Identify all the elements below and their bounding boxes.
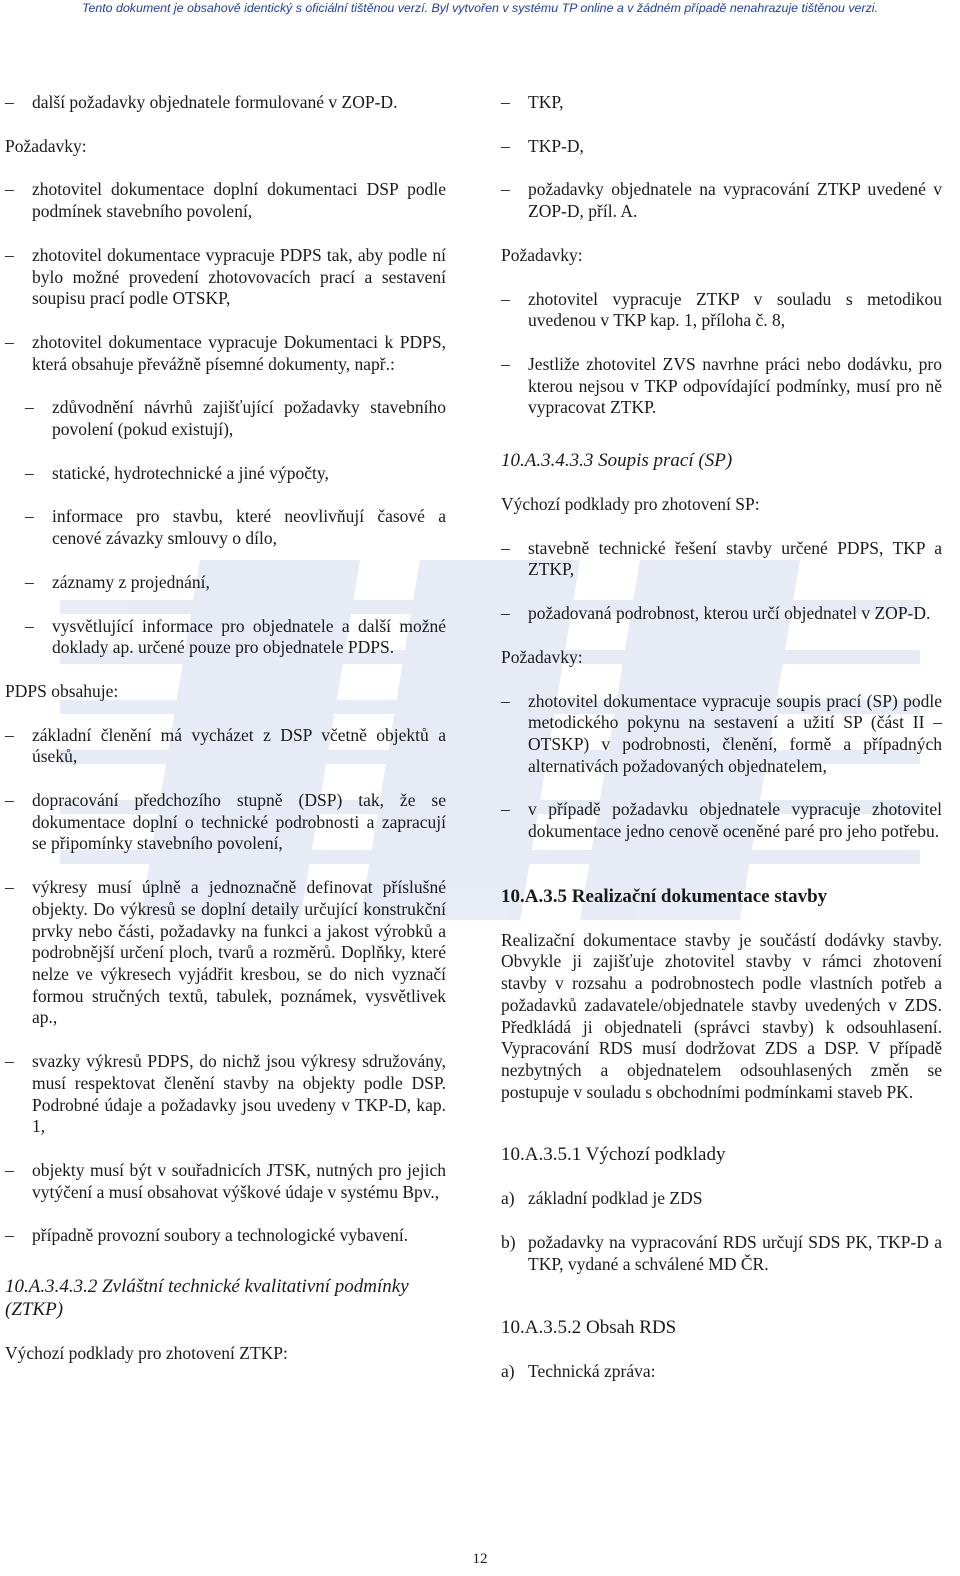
list-label: b) [501,1232,516,1253]
page-number: 12 [472,1551,488,1567]
sub-list-item: – vysvětlující informace pro objednatele a další možné doklady ap. určené pouze pro objednatele PDPS. [25,615,446,658]
list-item: – Jestliže zhotovitel ZVS navrhne práci nebo dodávku, pro kterou nejsou v TKP odpovídající podmínky, musí pro ně vypracovat ZTKP. [501,353,942,418]
list-item: – požadovaná podrobnost, kterou určí objednatel v ZOP-D. [501,603,931,624]
bullet-dash: – [501,353,510,374]
bullet-dash: – [5,790,14,811]
sub-list-item: – informace pro stavbu, které neovlivňují časové a cenové závazky smlouvy o dílo, [25,506,446,549]
bullet-dash: – [25,571,34,592]
list-item: – požadavky objednatele na vypracování ZTKP uvedené v ZOP-D, příl. A. [501,179,942,222]
list-item: – TKP, [501,92,564,112]
sub-list-item: – zdůvodnění návrhů zajišťující požadavky stavebního povolení (pokud existují), [25,397,446,440]
right-column [501,92,942,1382]
bullet-dash: – [501,603,510,624]
section-heading: 10.A.3.5.1 Výchozí podklady [501,1144,726,1166]
bullet-dash: – [5,331,14,352]
bullet-dash: – [25,397,34,418]
list-label: a) [501,1360,515,1381]
section-heading: 10.A.3.5 Realizační dokumentace stavby [501,885,828,907]
list-item: a) základní podklad je ZDS [501,1188,703,1209]
bullet-dash: – [501,92,510,112]
section-heading: 10.A.3.4.3.2 Zvláštní technické kvalitativní podmínky (ZTKP) [5,1276,409,1321]
bullet-dash: – [501,288,510,309]
list-item: – TKP-D, [501,135,584,156]
sub-list-item: – statické, hydrotechnické a jiné výpočty, [25,462,329,483]
list-item: – dopracování předchozího stupně (DSP) tak, že se dokumentace doplní o technické podrobnosti a zapracují se připomínky stavebního povolení, [5,790,446,854]
sub-list-item: – záznamy z projednání, [25,571,210,592]
list-item: – zhotovitel vypracuje ZTKP v souladu s metodikou uvedenou v TKP kap. 1, příloha č. 8, [501,288,942,331]
bullet-dash: – [25,615,34,636]
paragraph: Požadavky: [501,244,583,265]
bullet-dash: – [501,135,510,156]
bullet-dash: – [501,690,510,711]
bullet-dash: – [5,1225,14,1246]
bullet-dash: – [25,506,34,527]
bullet-dash: – [5,1159,14,1180]
list-item: b) požadavky na vypracování RDS určují SDS PK, TKP-D a TKP, vydané a schválené MD ČR. [501,1232,942,1274]
paragraph: Realizační dokumentace stavby je součástí dodávky stavby. Obvykle ji zajišťuje zhotovitel stavby v rámci zhotovení stavby v rozsahu a podrobnostech podle vlastních potřeb a požadavků zadavatele/objednatele stavby uvedených v ZDS. Předkládá ji objednateli (správci stavby) k odsouhlasení. Vypracování RDS musí dodržovat ZDS a DSP. V případě nezbytných a objednatelem odsouhlasených změn se postupuje v souladu s obchodními podmínkami staveb PK. [501,929,942,1102]
list-item: – objekty musí být v souřadnicích JTSK, nutných pro jejich vytýčení a musí obsahovat výškové údaje v systému Bpv., [5,1159,446,1202]
paragraph: Výchozí podklady pro zhotovení ZTKP: [5,1343,288,1364]
bullet-dash: – [5,92,14,112]
bullet-dash: – [5,179,14,200]
bullet-dash: – [501,179,510,200]
list-item: – zhotovitel dokumentace vypracuje soupis prací (SP) podle metodického pokynu na sestavení a užití SP (část II – OTSKP) v podrobnosti, členění, formě a případných alternativách požadovaných objednatelem, [501,690,942,776]
list-item: a) Technická zpráva: [501,1360,656,1381]
list-item: – zhotovitel dokumentace doplní dokumentaci DSP podle podmínek stavebního povolení, [5,179,446,222]
bullet-dash: – [25,462,34,483]
bullet-dash: – [501,799,510,820]
list-item: – další požadavky objednatele formulované v ZOP-D. [5,92,398,112]
bullet-dash: – [5,1051,14,1072]
disclaimer-banner: Tento dokument je obsahově identický s oficiální tištěnou verzí. Byl vytvořen v systému TP online a v žádném případě nenahrazuje tištěnou verzi. [82,1,878,15]
list-item: – zhotovitel dokumentace vypracuje PDPS tak, aby podle ní bylo možné provedení zhotovovacích prací a sestavení soupisu prací podle OTSKP, [5,244,446,309]
paragraph: Požadavky: [5,135,87,156]
list-item: – v případě požadavku objednatele vypracuje zhotovitel dokumentace jedno cenově oceněné paré pro jeho potřebu. [501,799,942,842]
list-item: – svazky výkresů PDPS, do nichž jsou výkresy sdružovány, musí respektovat členění stavby na objekty podle DSP. Podrobné údaje a požadavky jsou uvedeny v TKP-D, kap. 1, [5,1051,446,1137]
list-label: a) [501,1188,515,1209]
list-item: – stavebně technické řešení stavby určené PDPS, TKP a ZTKP, [501,537,942,580]
list-item: – zhotovitel dokumentace vypracuje Dokumentaci k PDPS, která obsahuje převážně písemné dokumenty, např.: [5,331,446,374]
section-heading: 10.A.3.5.2 Obsah RDS [501,1316,677,1338]
bullet-dash: – [5,244,14,265]
list-item: – případně provozní soubory a technologické vybavení. [5,1225,409,1246]
paragraph: PDPS obsahuje: [5,680,119,701]
paragraph: Požadavky: [501,646,583,667]
section-heading: 10.A.3.4.3.3 Soupis prací (SP) [501,450,733,472]
paragraph: Výchozí podklady pro zhotovení SP: [501,494,760,515]
bullet-dash: – [5,877,14,898]
list-item: – výkresy musí úplně a jednoznačně definovat příslušné objekty. Do výkresů se doplní detaily určující konstrukční prvky nebo části, požadavky na funkci a jakost výrobků a podrobnější určení ploch, tvarů a rozměrů. Doplňky, které nelze ve výkresech vyjádřit kresbou, se do nich vyznačí formou stručných textů, tabulek, poznámek, vysvětlivek ap., [5,877,446,1028]
list-item: – základní členění má vycházet z DSP včetně objektů a úseků, [5,724,446,767]
bullet-dash: – [5,724,14,745]
left-column [5,92,446,1365]
bullet-dash: – [501,537,510,558]
